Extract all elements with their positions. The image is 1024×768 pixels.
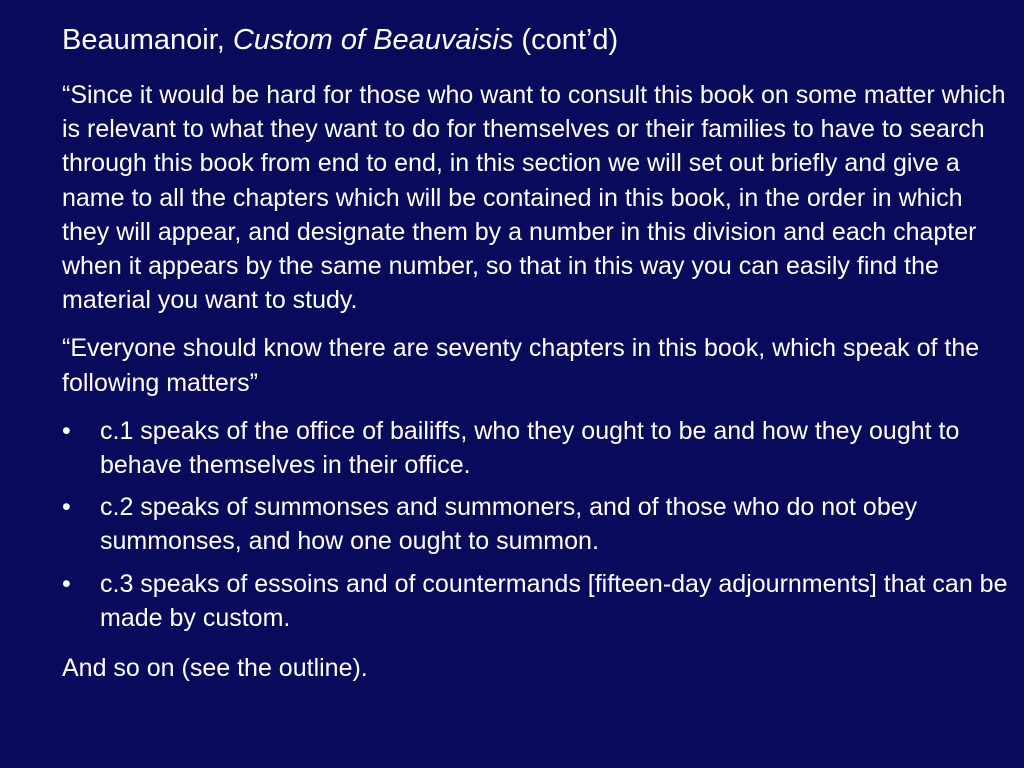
chapter-list-item — [62, 567, 1010, 635]
bullet-icon: • — [62, 493, 71, 522]
closing-line: And so on (see the outline). — [62, 654, 368, 683]
bullet-icon: • — [62, 569, 71, 598]
title-prefix: Beaumanoir, — [62, 24, 233, 56]
bullet-icon: • — [62, 416, 71, 445]
quote-paragraph-1: “Since it would be hard for those who want to consult this book on some matter which is relevant to what they want to do for themselves or their families to have to search through this book from end to end, in this section we will set out briefly and give a name to all the chapters which will be contained in this book, in the order in which they will appear, and designate them by a number in this division and each chapter when it appears by the same number, so that in this way you can easily find the material you want to study. — [62, 81, 1006, 315]
slide-content — [62, 20, 1010, 685]
quote-paragraph-2: “Everyone should know there are seventy chapters in this book, which speak of the following matters” — [62, 334, 980, 397]
chapter-text: c.3 speaks of essoins and of countermands [fifteen-day adjournments] that can be made by custom. — [100, 569, 1008, 632]
chapter-list-item — [62, 414, 1010, 482]
slide-title — [62, 20, 1010, 60]
chapter-list — [62, 414, 1010, 635]
title-suffix: (cont’d) — [513, 24, 619, 56]
chapter-text: c.2 speaks of summonses and summoners, and of those who do not obey summonses, and how one ought to summon. — [100, 493, 918, 556]
chapter-list-item — [62, 490, 1010, 558]
title-italic: Custom of Beauvaisis — [232, 24, 514, 56]
chapter-text: c.1 speaks of the office of bailiffs, who they ought to be and how they ought to behave themselves in their office. — [100, 416, 960, 480]
